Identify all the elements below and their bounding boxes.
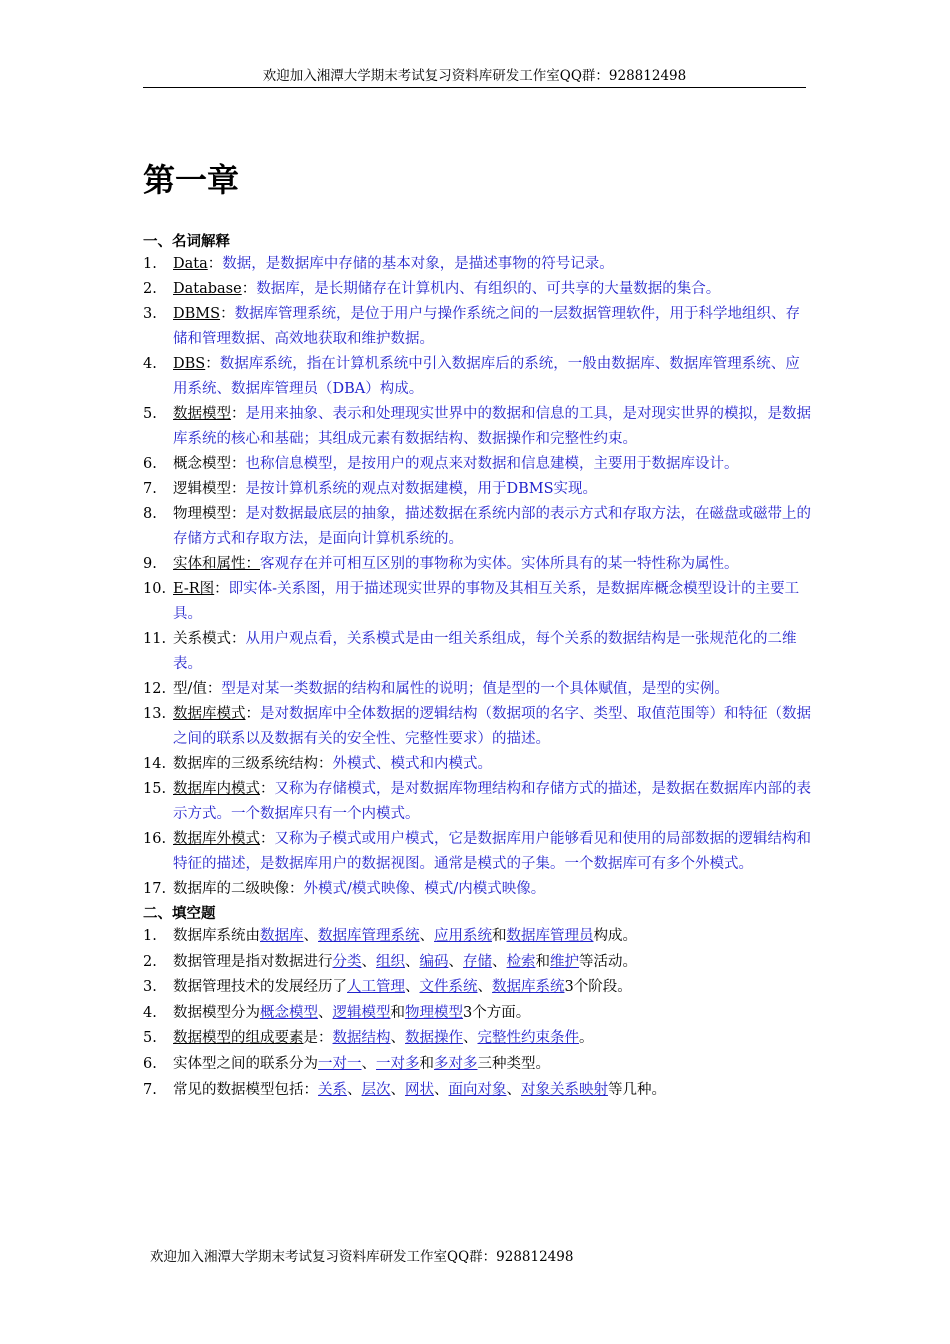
term-label: E-R图 [173,581,215,597]
list-item [143,302,813,352]
item-number: 11. [143,631,167,647]
item-number: 9. [143,556,157,572]
answer-blank: 完整性约束条件 [477,1030,579,1047]
answer-blank: 多对多 [434,1055,478,1072]
answer-blank: 网状 [405,1081,434,1098]
definition-text: 外模式、模式和内模式。 [332,756,492,772]
term-label: 数据库外模式 [173,831,260,847]
item-number: 10. [143,581,167,597]
answer-blank: 逻辑模型 [332,1004,391,1021]
term-label: DBMS [173,306,221,322]
list-item [143,1026,813,1052]
question-text: 是： [303,1030,333,1047]
definition-text: 又称为存储模式，是对数据库物理结构和存储方式的描述，是数据在数据库内部的表示方式。一个数据库只有一个内模式。 [173,781,811,822]
term-separator: ： [245,706,260,722]
definition-text: 从用户观点看，关系模式是由一组关系组成，每个关系的数据结构是一张规范化的二维表。 [173,631,797,672]
answer-blank: 数据库管理员 [506,928,594,944]
item-number: 7. [143,1081,157,1098]
term-separator: ： [231,456,246,472]
list-item [143,827,813,877]
list-item [143,577,813,627]
list-item [143,702,813,752]
term-separator: ： [231,481,246,497]
question-text: 数据库系统由 [173,928,260,944]
answer-blank: 检索 [506,953,536,970]
item-number: 6. [143,456,157,472]
term-label: Database [173,281,242,297]
term-label: 实体和属性： [173,556,260,572]
term-separator: ： [318,756,333,772]
definition-text: 外模式/模式映像、模式/内模式映像。 [303,881,546,897]
definition-text: 数据库，是长期储存在计算机内、有组织的、可共享的大量数据的集合。 [256,281,721,297]
question-text: 3个阶段。 [564,979,632,996]
question-text: 、 [390,1030,405,1047]
definition-text: 型是对某一类数据的结构和属性的说明；值是型的一个具体赋值，是型的实例。 [221,681,729,697]
item-number: 6. [143,1055,157,1072]
item-number: 1. [143,256,157,272]
question-text: 三种类型。 [477,1055,550,1072]
definition-text: 也称信息模型，是按用户的观点来对数据和信息建模，主要用于数据库设计。 [245,456,739,472]
list-item [143,1001,813,1027]
list-item [143,477,813,502]
question-text: 、 [477,979,492,996]
term-separator: ： [231,406,246,422]
answer-blank: 编码 [419,953,449,970]
list-item [143,252,813,277]
definition-text: 客观存在并可相互区别的事物称为实体。实体所具有的某一特性称为属性。 [260,556,739,572]
question-text: 、 [405,979,420,996]
question-text: 等活动。 [579,953,637,970]
item-number: 2. [143,953,157,970]
answer-blank: 分类 [332,953,362,970]
term-separator: ： [206,681,222,697]
question-text: 、 [463,1030,478,1047]
item-number: 4. [143,356,157,372]
question-text: 3个方面。 [463,1004,531,1021]
definition-text: 又称为子模式或用户模式，它是数据库用户能够看见和使用的局部数据的逻辑结构和特征的描述，是数据库用户的数据视图。通常是模式的子集。一个数据库可有多个外模式。 [173,831,811,872]
answer-blank: 文件系统 [419,979,478,996]
question-text: 、 [361,953,376,970]
term-separator: ： [289,881,304,897]
list-item [143,752,813,777]
item-number: 3. [143,979,157,996]
list-item [143,877,813,902]
section-title-fill-blank: 二、填空题 [143,905,216,922]
term-label: 数据库的二级映像 [173,881,289,897]
list-item [143,552,813,577]
list-item [143,402,813,452]
answer-blank: 一对多 [376,1055,420,1072]
question-text: 、 [405,953,420,970]
term-label: DBS [173,356,206,372]
term-label: Data [173,256,208,272]
question-text: 常见的数据模型包括： [173,1081,318,1098]
term-separator: ： [220,306,235,322]
question-text: 和 [535,953,550,970]
question-text: 、 [303,928,318,944]
main-content [143,232,813,1103]
question-text: 、 [419,928,434,944]
question-text: 数据模型的组成要素 [173,1030,304,1047]
list-item [143,352,813,402]
item-number: 14. [143,756,167,772]
term-label: 概念模型 [173,456,231,472]
question-text: 等几种。 [608,1081,666,1098]
answer-blank: 数据库系统 [492,979,565,996]
list-item [143,1078,813,1104]
answer-blank: 存储 [463,953,492,970]
item-number: 13. [143,706,167,722]
term-separator: ： [260,831,275,847]
item-number: 2. [143,281,157,297]
term-label: 数据库模式 [173,706,246,722]
answer-blank: 对象关系映射 [521,1081,608,1098]
question-text: 和 [419,1055,434,1072]
answer-blank: 一对一 [318,1055,362,1072]
answer-blank: 维护 [550,953,579,970]
question-text: 、 [448,953,463,970]
definition-text: 数据，是数据库中存储的基本对象，是描述事物的符号记录。 [222,256,614,272]
answer-blank: 数据结构 [332,1030,391,1047]
item-number: 7. [143,481,157,497]
term-separator: ： [214,581,229,597]
question-text: 构成。 [593,928,637,944]
page-footer: 欢迎加入湘潭大学期末考试复习资料库研发工作室QQ群：928812498 [150,1249,574,1265]
answer-blank: 应用系统 [434,928,492,944]
answer-blank: 数据操作 [405,1030,463,1047]
term-label: 数据库内模式 [173,781,260,797]
item-number: 5. [143,406,157,422]
question-text: 、 [318,1004,333,1021]
list-item [143,277,813,302]
definition-text: 是对数据最底层的抽象，描述数据在系统内部的表示方式和存取方法，在磁盘或磁带上的存储方式和存取方法，是面向计算机系统的。 [173,506,811,547]
term-separator: ： [260,781,275,797]
item-number: 3. [143,306,157,322]
answer-blank: 数据库 [260,928,304,944]
fill-blank-list [143,924,813,1103]
definitions-list [143,252,813,902]
item-number: 15. [143,781,167,797]
list-item [143,452,813,477]
term-label: 数据模型 [173,406,231,422]
question-text: 和 [390,1004,405,1021]
answer-blank: 数据库管理系统 [318,928,420,944]
term-label: 数据库的三级系统结构 [173,756,318,772]
question-text: 、 [347,1081,362,1098]
answer-blank: 面向对象 [448,1081,507,1098]
list-item [143,950,813,976]
answer-blank: 人工管理 [347,979,405,996]
question-text: 、 [390,1081,405,1098]
item-number: 16. [143,831,167,847]
list-item [143,502,813,552]
question-text: 、 [492,953,507,970]
term-separator: ： [207,256,223,272]
term-label: 物理模型 [173,506,231,522]
list-item [143,1052,813,1078]
question-text: 、 [361,1055,376,1072]
question-text: 。 [579,1030,594,1047]
answer-blank: 层次 [361,1081,391,1098]
section-title-definitions: 一、名词解释 [143,233,230,250]
definition-text: 是对数据库中全体数据的逻辑结构（数据项的名字、类型、取值范围等）和特征（数据之间的联系以及数据有关的安全性、完整性要求）的描述。 [173,706,811,747]
term-separator: ： [231,631,246,647]
question-text: 、 [506,1081,521,1098]
chapter-title: 第一章 [143,161,240,199]
term-separator: ： [231,506,246,522]
question-text: 数据管理技术的发展经历了 [173,979,347,996]
question-text: 、 [434,1081,449,1098]
term-separator: ： [205,356,220,372]
term-label: 关系模式 [173,631,231,647]
item-number: 5. [143,1030,157,1047]
item-number: 17. [143,881,167,897]
item-number: 8. [143,506,157,522]
list-item [143,777,813,827]
definition-text: 数据库管理系统，是位于用户与操作系统之间的一层数据管理软件，用于科学地组织、存储和管理数据、高效地获取和维护数据。 [173,306,801,347]
term-label: 型/值 [173,681,207,697]
item-number: 1. [143,928,157,944]
list-item [143,975,813,1001]
list-item [143,677,813,702]
answer-blank: 物理模型 [405,1004,463,1021]
definition-text: 是按计算机系统的观点对数据建模，用于DBMS实现。 [245,481,598,497]
list-item [143,627,813,677]
item-number: 12. [143,681,167,697]
question-text: 数据管理是指对数据进行 [173,953,333,970]
term-separator: ： [241,281,257,297]
page-header: 欢迎加入湘潭大学期末考试复习资料库研发工作室QQ群：928812498 [143,66,806,88]
list-item [143,924,813,950]
term-label: 逻辑模型 [173,481,231,497]
question-text: 数据模型分为 [173,1004,260,1021]
answer-blank: 概念模型 [260,1004,318,1021]
definition-text: 是用来抽象、表示和处理现实世界中的数据和信息的工具，是对现实世界的模拟，是数据库系统的核心和基础；其组成元素有数据结构、数据操作和完整性约束。 [173,406,811,447]
definition-text: 数据库系统，指在计算机系统中引入数据库后的系统，一般由数据库、数据库管理系统、应用系统、数据库管理员（DBA）构成。 [173,356,800,397]
answer-blank: 组织 [376,953,405,970]
item-number: 4. [143,1004,157,1021]
definition-text: 即实体-关系图，用于描述现实世界的事物及其相互关系，是数据库概念模型设计的主要工具。 [173,581,800,622]
question-text: 和 [492,928,507,944]
answer-blank: 关系 [318,1081,347,1098]
question-text: 实体型之间的联系分为 [173,1055,318,1072]
